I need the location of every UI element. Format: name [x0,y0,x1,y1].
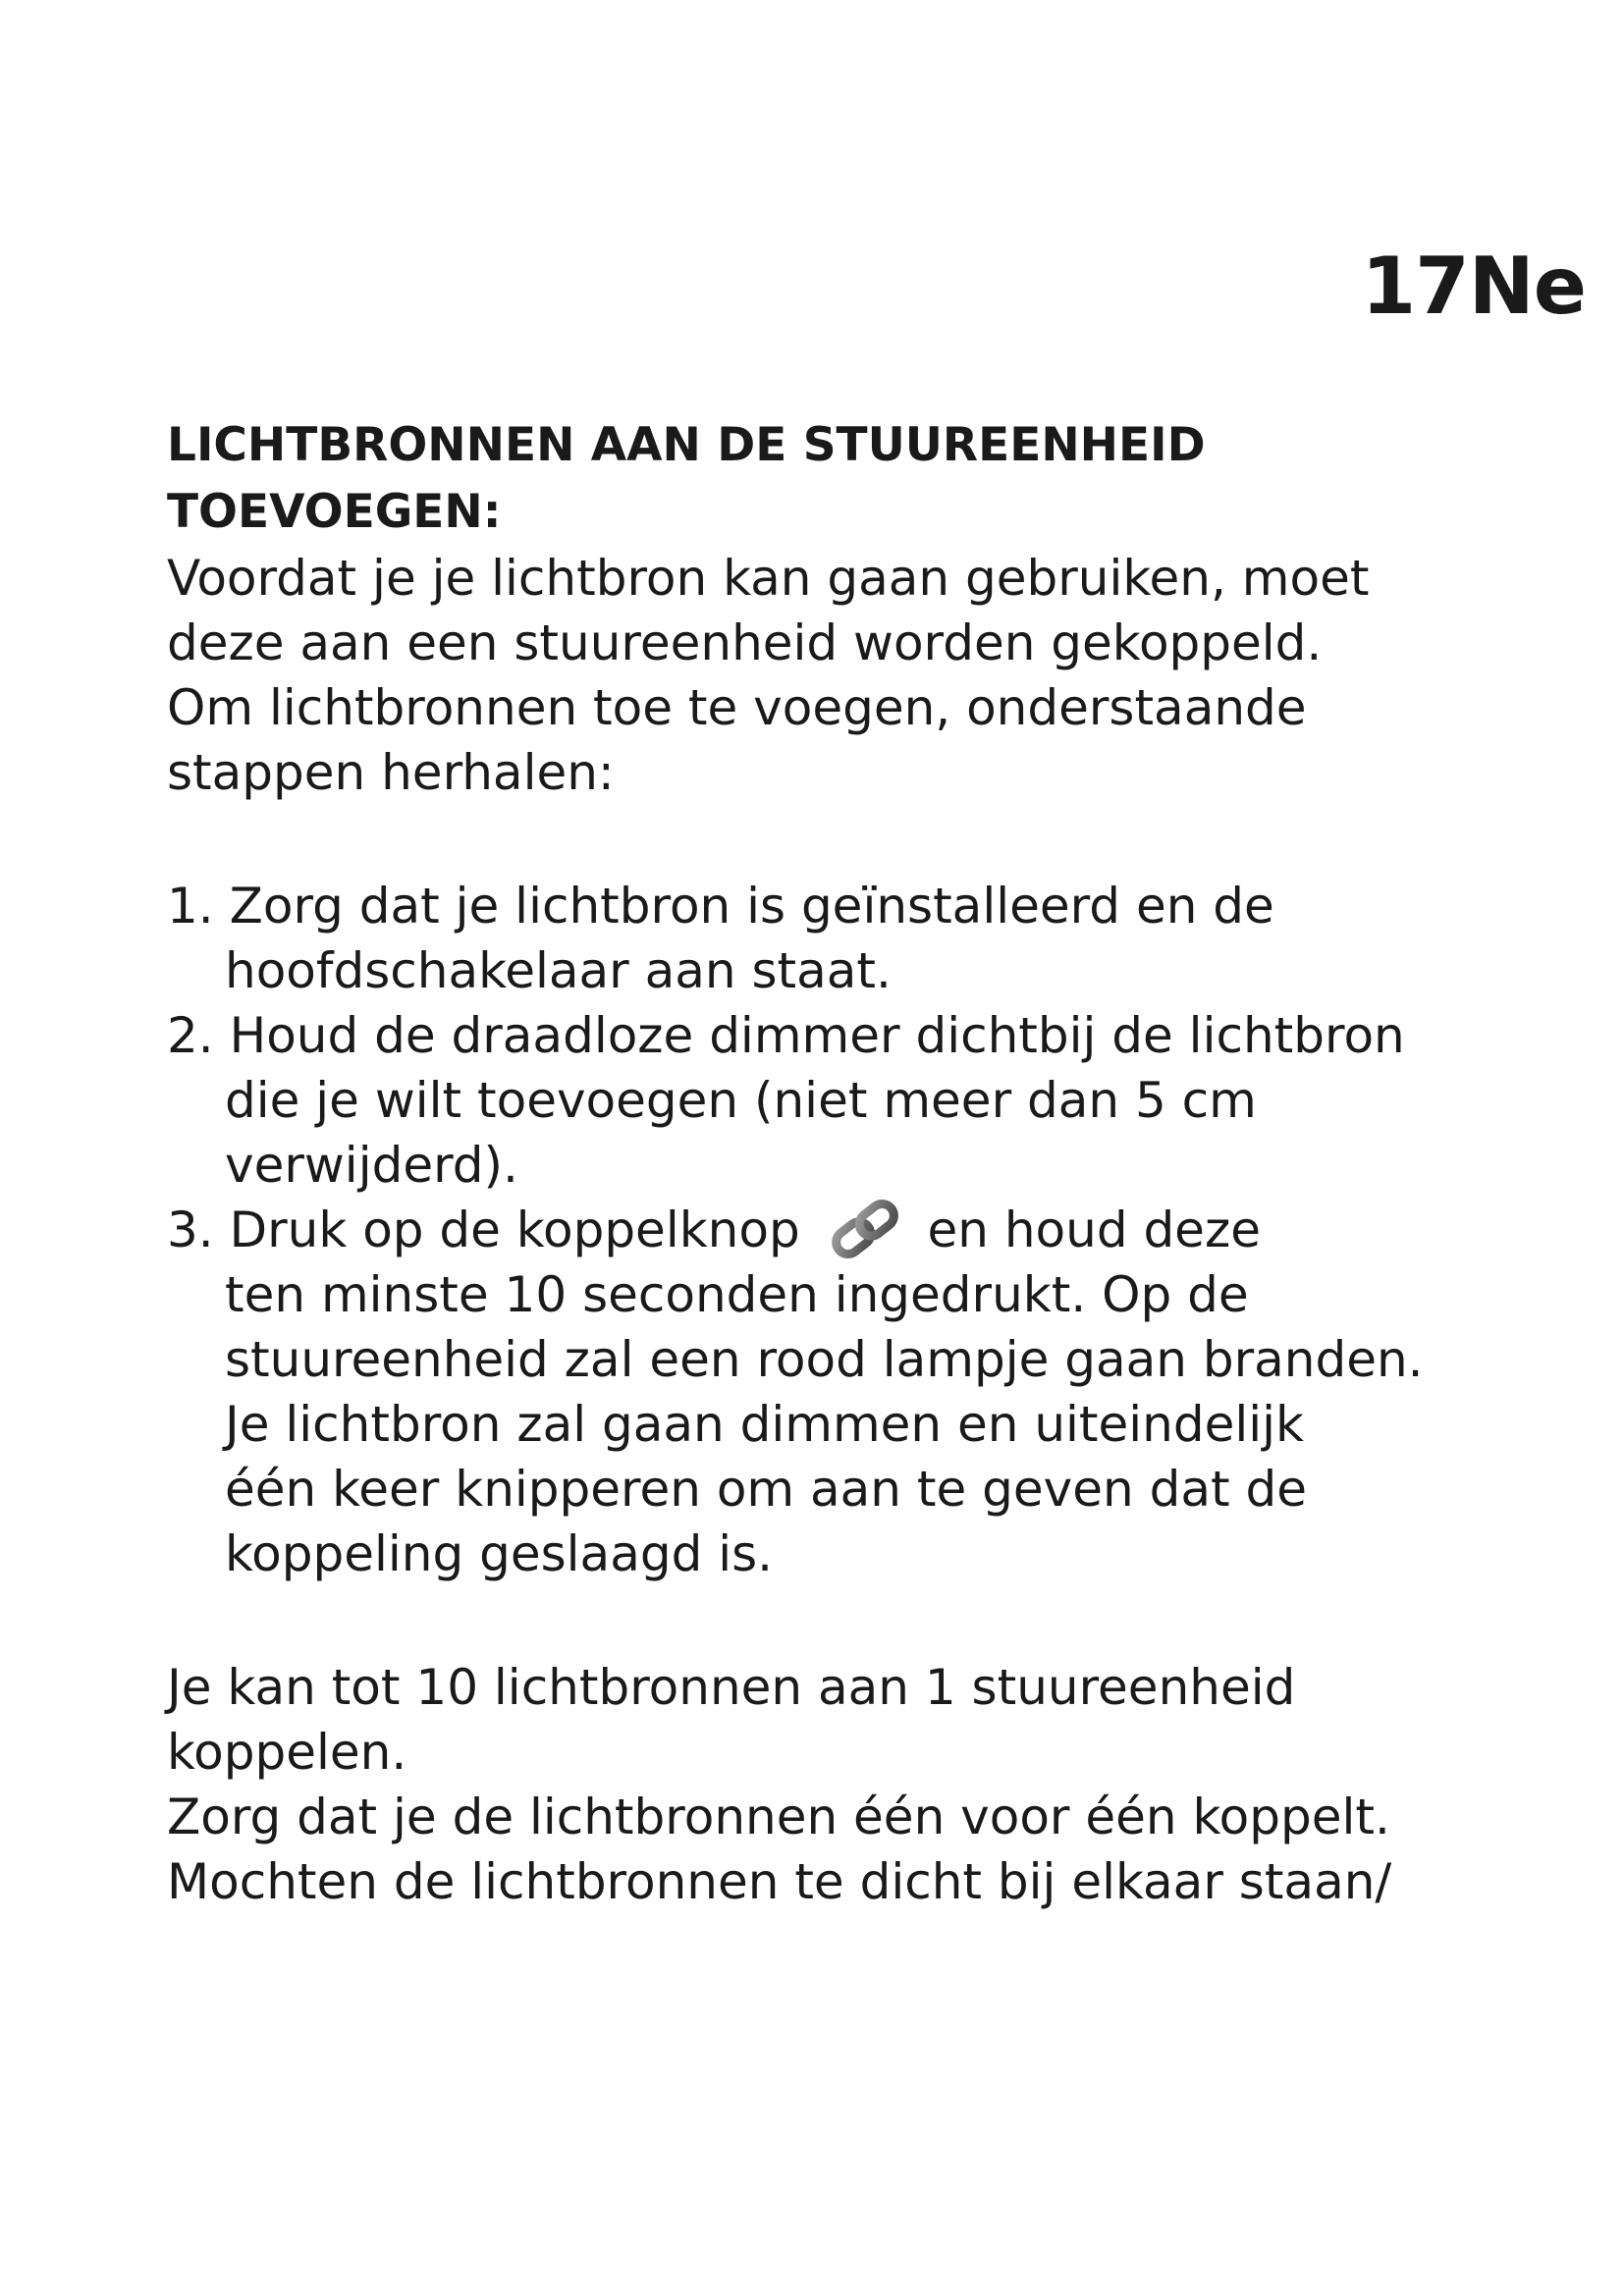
intro-line: Voordat je je lichtbron kan gaan gebruiken, moet [167,550,1370,607]
step-line: koppeling geslaagd is. [225,1525,774,1582]
intro-line: stappen herhalen: [167,744,615,801]
step-line [167,1198,1483,1262]
step-line: één keer knipperen om aan te geven dat de [225,1461,1307,1518]
intro-paragraph [167,546,1483,805]
link-icon [826,1197,904,1261]
outro-paragraph [167,1655,1483,1914]
heading-line: LICHTBRONNEN AAN DE STUUREENHEID [167,418,1206,472]
step-line: verwijderd). [225,1137,518,1194]
step-text: 3. Druk op de koppelknop [167,1201,800,1258]
step-line: Je lichtbron zal gaan dimmen en uiteindelijk [225,1396,1304,1453]
step-item [167,1003,1483,1198]
outro-line: Zorg dat je de lichtbronnen één voor één koppelt. [167,1789,1390,1845]
spacer [167,1586,1483,1655]
intro-line: Om lichtbronnen toe te voegen, onderstaande [167,679,1307,736]
step-item [167,1198,1483,1586]
step-line: 2. Houd de draadloze dimmer dichtbij de lichtbron [167,1007,1405,1064]
outro-line: Je kan tot 10 lichtbronnen aan 1 stuureenheid [167,1659,1296,1716]
step-line: hoofdschakelaar aan staat. [225,942,892,999]
step-line: stuureenheid zal een rood lampje gaan branden. [225,1331,1424,1388]
page-number: 17Ne [1361,240,1586,332]
step-line: ten minste 10 seconden ingedrukt. Op de [225,1266,1249,1323]
step-item [167,874,1483,1003]
outro-line: Mochten de lichtbronnen te dicht bij elkaar staan/ [167,1853,1392,1910]
spacer [167,805,1483,874]
intro-line: deze aan een stuureenheid worden gekoppeld. [167,614,1323,671]
outro-line: koppelen. [167,1724,407,1781]
heading-line: TOEVOEGEN: [167,485,502,539]
manual-section [167,412,1483,1914]
steps-list [167,874,1483,1586]
step-line: 1. Zorg dat je lichtbron is geïnstalleerd en de [167,878,1274,934]
step-line: die je wilt toevoegen (niet meer dan 5 cm [225,1072,1257,1129]
section-heading [167,412,1483,546]
step-text: en houd deze [927,1201,1261,1258]
